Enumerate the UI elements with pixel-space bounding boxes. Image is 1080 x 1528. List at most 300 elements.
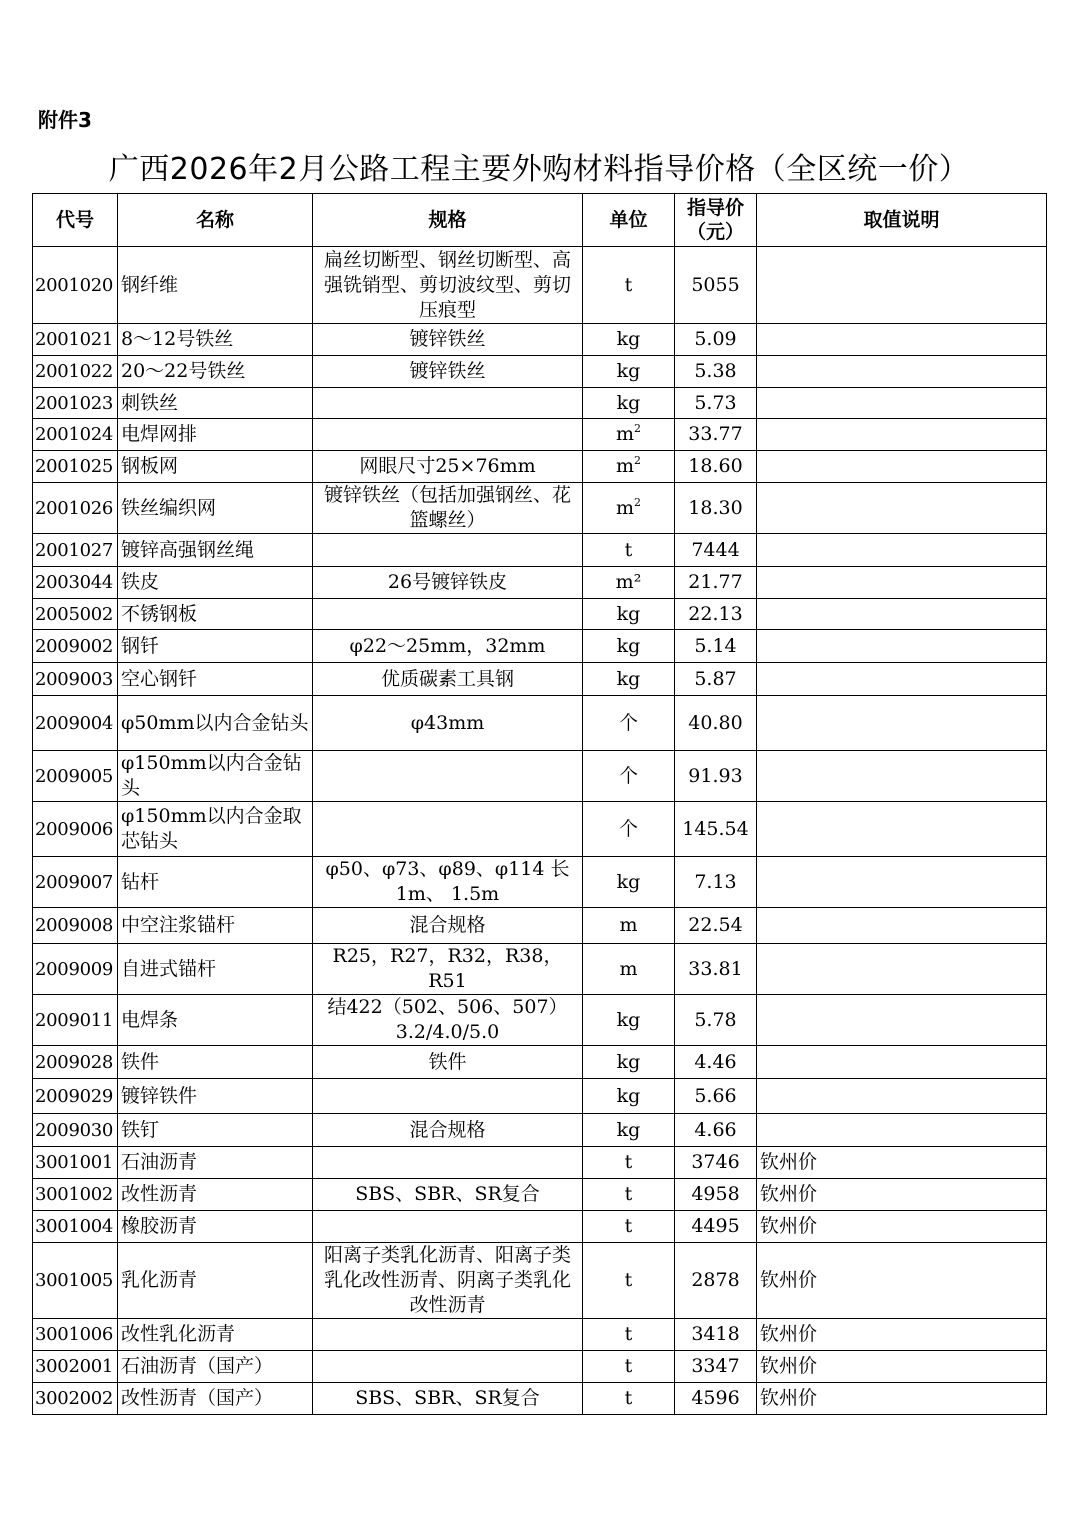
unit-text: kg (616, 1118, 641, 1141)
table-row (33, 696, 1047, 751)
note-text: 钦州价 (760, 1387, 818, 1409)
cell-code (33, 388, 118, 419)
header-unit: 单位 (583, 194, 675, 247)
cell-note (757, 419, 1047, 451)
cell-code (33, 324, 118, 356)
cell-name (118, 1319, 313, 1351)
code-text: 2009005 (35, 765, 114, 787)
price-text: 5.14 (694, 634, 737, 657)
cell-name (118, 567, 313, 599)
price-text: 21.77 (688, 571, 743, 593)
cell-note (757, 751, 1047, 802)
price-text: 5.38 (694, 360, 737, 382)
unit-text: t (624, 273, 633, 296)
unit-text: kg (616, 1008, 641, 1031)
cell-code (33, 534, 118, 567)
table-row (33, 944, 1047, 995)
cell-price (675, 802, 757, 857)
cell-price (675, 663, 757, 696)
note-text: 钦州价 (760, 1151, 818, 1173)
cell-spec (313, 1351, 583, 1383)
price-text: 5055 (691, 273, 740, 296)
cell-price (675, 1211, 757, 1243)
name-text: φ50mm以内合金钻头 (121, 711, 309, 734)
price-text: 18.60 (688, 455, 743, 477)
code-text: 3002002 (35, 1388, 114, 1409)
name-text: 镀锌高强钢丝绳 (121, 538, 255, 561)
cell-note (757, 1211, 1047, 1243)
cell-code (33, 419, 118, 451)
price-text: 22.13 (688, 602, 743, 625)
table-row (33, 663, 1047, 696)
code-text: 2009008 (35, 915, 114, 936)
cell-spec (313, 1079, 583, 1114)
cell-spec (313, 1319, 583, 1351)
unit-text: t (624, 1151, 633, 1173)
unit-text: kg (616, 360, 641, 382)
table-row (33, 1079, 1047, 1114)
price-text: 5.78 (694, 1008, 737, 1031)
table-row (33, 451, 1047, 483)
unit-text: t (624, 1215, 633, 1237)
table-row (33, 567, 1047, 599)
cell-spec (313, 419, 583, 451)
cell-unit (583, 696, 675, 751)
cell-unit (583, 1046, 675, 1079)
cell-note (757, 247, 1047, 324)
cell-unit (583, 995, 675, 1046)
cell-name (118, 1046, 313, 1079)
code-text: 3001002 (35, 1184, 114, 1205)
name-text: 铁钉 (121, 1118, 160, 1141)
spec-text: 扁丝切断型、钢丝切断型、高强铣销型、剪切波纹型、剪切压痕型 (323, 248, 571, 321)
code-text: 2001025 (35, 456, 114, 477)
cell-note (757, 908, 1047, 944)
unit-text: 个 (618, 711, 638, 734)
spec-text: φ50、φ73、φ89、φ114 长1m、 1.5m (325, 858, 570, 905)
header-price-line1: 指导价 (686, 197, 744, 219)
code-text: 2001020 (35, 274, 114, 296)
name-text: 自进式锚杆 (121, 957, 217, 980)
cell-note (757, 696, 1047, 751)
cell-price (675, 451, 757, 483)
note-text: 钦州价 (760, 1355, 818, 1377)
spec-text: 阳离子类乳化沥青、阳离子类乳化改性沥青、阴离子类乳化改性沥青 (323, 1244, 571, 1316)
unit-text: t (624, 1269, 633, 1291)
cell-unit (583, 356, 675, 388)
name-text: 橡胶沥青 (121, 1215, 198, 1237)
cell-price (675, 599, 757, 630)
price-text: 4958 (691, 1183, 740, 1205)
table-row (33, 534, 1047, 567)
cell-price (675, 995, 757, 1046)
unit-text: kg (616, 667, 641, 690)
cell-unit (583, 1079, 675, 1114)
cell-code (33, 995, 118, 1046)
cell-spec (313, 1046, 583, 1079)
price-text: 5.09 (694, 328, 737, 350)
unit-text: t (624, 1355, 633, 1377)
code-text: 2009011 (35, 1009, 114, 1031)
spec-text: 26号镀锌铁皮 (387, 571, 508, 593)
name-text: 钢纤维 (121, 273, 179, 296)
cell-spec (313, 1179, 583, 1211)
cell-note (757, 1319, 1047, 1351)
cell-code (33, 599, 118, 630)
table-row (33, 630, 1047, 663)
cell-code (33, 1351, 118, 1383)
table-row (33, 1114, 1047, 1147)
unit-superscript: 2 (634, 422, 642, 435)
cell-price (675, 630, 757, 663)
unit-text: kg (616, 870, 641, 893)
cell-unit (583, 1211, 675, 1243)
cell-price (675, 356, 757, 388)
cell-unit (583, 1243, 675, 1319)
unit-text: kg (616, 1084, 641, 1107)
code-text: 2005002 (35, 603, 114, 625)
cell-unit (583, 1114, 675, 1147)
name-text: 8～12号铁丝 (121, 328, 234, 350)
spec-text: SBS、SBR、SR复合 (355, 1387, 540, 1409)
note-text: 钦州价 (760, 1323, 818, 1345)
name-text: 石油沥青 (121, 1151, 198, 1173)
cell-note (757, 1079, 1047, 1114)
unit-text: kg (616, 634, 641, 657)
code-text: 2009029 (35, 1085, 114, 1107)
cell-spec (313, 751, 583, 802)
name-text: 20～22号铁丝 (121, 360, 246, 382)
table-row (33, 751, 1047, 802)
cell-spec (313, 995, 583, 1046)
cell-spec (313, 1211, 583, 1243)
unit-text: m (615, 423, 635, 445)
cell-name (118, 1383, 313, 1415)
cell-unit (583, 751, 675, 802)
name-text: 电焊网排 (121, 423, 198, 445)
spec-text: 镀锌铁丝 (409, 328, 486, 350)
table-row (33, 1383, 1047, 1415)
cell-name (118, 1179, 313, 1211)
cell-code (33, 802, 118, 857)
cell-note (757, 1046, 1047, 1079)
code-text: 2009028 (35, 1051, 114, 1073)
price-text: 3347 (691, 1355, 740, 1377)
cell-price (675, 1079, 757, 1114)
name-text: 电焊条 (121, 1008, 179, 1031)
cell-unit (583, 567, 675, 599)
cell-price (675, 1114, 757, 1147)
cell-code (33, 696, 118, 751)
code-text: 2009007 (35, 871, 114, 893)
cell-note (757, 630, 1047, 663)
cell-code (33, 1114, 118, 1147)
cell-name (118, 663, 313, 696)
header-name: 名称 (118, 194, 313, 247)
note-text: 钦州价 (760, 1183, 818, 1205)
name-text: φ150mm以内合金取芯钻头 (121, 805, 302, 852)
cell-spec (313, 247, 583, 324)
price-text: 4.66 (694, 1118, 737, 1141)
cell-name (118, 356, 313, 388)
cell-name (118, 324, 313, 356)
cell-unit (583, 388, 675, 419)
cell-price (675, 419, 757, 451)
cell-name (118, 534, 313, 567)
cell-spec (313, 534, 583, 567)
cell-name (118, 908, 313, 944)
cell-price (675, 534, 757, 567)
cell-name (118, 1147, 313, 1179)
table-row (33, 356, 1047, 388)
unit-text: t (624, 1387, 633, 1409)
cell-unit (583, 908, 675, 944)
cell-name (118, 599, 313, 630)
code-text: 3001004 (35, 1216, 114, 1237)
name-text: 钻杆 (121, 870, 160, 893)
cell-code (33, 451, 118, 483)
spec-text: 镀锌铁丝 (409, 360, 486, 382)
code-text: 2001027 (35, 539, 114, 561)
cell-code (33, 663, 118, 696)
unit-text: m (615, 496, 635, 519)
cell-note (757, 663, 1047, 696)
cell-spec (313, 630, 583, 663)
cell-spec (313, 1243, 583, 1319)
name-text: 不锈钢板 (121, 602, 198, 625)
cell-price (675, 908, 757, 944)
cell-name (118, 1079, 313, 1114)
header-spec: 规格 (313, 194, 583, 247)
table-row (33, 1211, 1047, 1243)
header-code: 代号 (33, 194, 118, 247)
cell-name (118, 944, 313, 995)
cell-code (33, 1179, 118, 1211)
cell-unit (583, 324, 675, 356)
unit-text: 个 (618, 764, 638, 787)
price-text: 33.77 (688, 423, 743, 445)
price-text: 33.81 (688, 957, 743, 980)
cell-code (33, 857, 118, 908)
cell-note (757, 388, 1047, 419)
cell-name (118, 419, 313, 451)
cell-code (33, 483, 118, 534)
unit-text: m² (615, 571, 642, 593)
spec-text: SBS、SBR、SR复合 (355, 1183, 540, 1205)
cell-note (757, 1351, 1047, 1383)
table-row (33, 247, 1047, 324)
cell-note (757, 483, 1047, 534)
code-text: 2001023 (35, 392, 114, 414)
cell-price (675, 857, 757, 908)
code-text: 3001006 (35, 1324, 114, 1345)
code-text: 3001005 (35, 1270, 114, 1291)
spec-text: φ22～25mm，32mm (349, 634, 546, 657)
header-note: 取值说明 (757, 194, 1047, 247)
cell-spec (313, 388, 583, 419)
cell-code (33, 1046, 118, 1079)
name-text: 铁丝编织网 (121, 496, 217, 519)
name-text: 改性沥青（国产） (121, 1387, 274, 1409)
table-row (33, 1147, 1047, 1179)
unit-text: m (619, 957, 638, 980)
cell-code (33, 1079, 118, 1114)
table-row (33, 1046, 1047, 1079)
cell-unit (583, 1383, 675, 1415)
spec-text: 优质碳素工具钢 (380, 667, 514, 690)
code-text: 2009002 (35, 635, 114, 657)
cell-name (118, 630, 313, 663)
cell-code (33, 751, 118, 802)
cell-note (757, 534, 1047, 567)
cell-unit (583, 857, 675, 908)
cell-unit (583, 1179, 675, 1211)
code-text: 2001021 (35, 329, 114, 350)
cell-spec (313, 567, 583, 599)
cell-unit (583, 599, 675, 630)
cell-price (675, 388, 757, 419)
table-row (33, 388, 1047, 419)
table-row (33, 1351, 1047, 1383)
cell-price (675, 567, 757, 599)
cell-name (118, 1351, 313, 1383)
cell-note (757, 1114, 1047, 1147)
cell-price (675, 1243, 757, 1319)
unit-text: 个 (618, 817, 638, 840)
price-text: 4.46 (694, 1050, 737, 1073)
price-text: 3746 (691, 1151, 740, 1173)
attachment-label: 附件3 (38, 108, 92, 132)
cell-unit (583, 451, 675, 483)
table-body (33, 247, 1047, 1415)
price-text: 4495 (691, 1215, 740, 1237)
header-price (675, 194, 757, 247)
price-text: 40.80 (688, 711, 743, 734)
unit-text: kg (616, 391, 641, 414)
name-text: 改性乳化沥青 (121, 1323, 236, 1345)
unit-text: t (624, 538, 633, 561)
cell-spec (313, 451, 583, 483)
page-title: 广西2026年2月公路工程主要外购材料指导价格（全区统一价） (108, 152, 970, 187)
table-row (33, 419, 1047, 451)
code-text: 3001001 (35, 1152, 114, 1173)
cell-note (757, 567, 1047, 599)
cell-price (675, 1319, 757, 1351)
cell-note (757, 857, 1047, 908)
cell-name (118, 1243, 313, 1319)
spec-text: R25，R27，R32，R38，R51 (332, 945, 563, 992)
cell-note (757, 802, 1047, 857)
cell-spec (313, 599, 583, 630)
name-text: 镀锌铁件 (121, 1084, 198, 1107)
cell-code (33, 1211, 118, 1243)
price-text: 3418 (691, 1323, 740, 1345)
name-text: 钢钎 (121, 634, 160, 657)
cell-price (675, 1046, 757, 1079)
cell-name (118, 995, 313, 1046)
table-row (33, 483, 1047, 534)
unit-text: kg (616, 602, 641, 625)
cell-price (675, 1383, 757, 1415)
unit-superscript: 2 (634, 454, 642, 467)
cell-unit (583, 1147, 675, 1179)
table-row (33, 324, 1047, 356)
unit-text: m (619, 914, 638, 936)
spec-text: 混合规格 (409, 1118, 486, 1141)
code-text: 2009009 (35, 958, 114, 980)
unit-superscript: 2 (634, 495, 642, 509)
cell-unit (583, 944, 675, 995)
code-text: 2009006 (35, 818, 114, 840)
table-row (33, 857, 1047, 908)
cell-unit (583, 534, 675, 567)
code-text: 2009030 (35, 1119, 114, 1141)
name-text: 中空注浆锚杆 (121, 914, 236, 936)
cell-price (675, 1147, 757, 1179)
cell-note (757, 995, 1047, 1046)
unit-text: t (624, 1323, 633, 1345)
cell-note (757, 451, 1047, 483)
price-table (32, 193, 1047, 1415)
table-row (33, 1179, 1047, 1211)
cell-name (118, 1114, 313, 1147)
unit-text: kg (616, 328, 641, 350)
cell-note (757, 1383, 1047, 1415)
cell-code (33, 1319, 118, 1351)
name-text: 铁皮 (121, 571, 160, 593)
cell-spec (313, 857, 583, 908)
cell-unit (583, 483, 675, 534)
cell-note (757, 599, 1047, 630)
table-row (33, 599, 1047, 630)
table-row (33, 995, 1047, 1046)
price-text: 91.93 (688, 764, 743, 787)
unit-text: m (615, 455, 635, 477)
spec-text: 结422（502、506、507）3.2/4.0/5.0 (327, 996, 568, 1043)
cell-name (118, 751, 313, 802)
table-row (33, 908, 1047, 944)
table-row (33, 802, 1047, 857)
cell-price (675, 944, 757, 995)
name-text: 空心钢钎 (121, 667, 198, 690)
cell-unit (583, 630, 675, 663)
cell-name (118, 857, 313, 908)
cell-unit (583, 419, 675, 451)
code-text: 2001022 (35, 361, 114, 382)
cell-note (757, 1243, 1047, 1319)
cell-code (33, 247, 118, 324)
code-text: 2009004 (35, 712, 114, 734)
cell-price (675, 1351, 757, 1383)
cell-price (675, 483, 757, 534)
cell-unit (583, 247, 675, 324)
name-text: 刺铁丝 (121, 391, 179, 414)
cell-spec (313, 908, 583, 944)
spec-text: 镀锌铁丝（包括加强钢丝、花篮螺丝） (323, 484, 571, 531)
code-text: 2003044 (35, 572, 114, 593)
unit-text: t (624, 1183, 633, 1205)
cell-spec (313, 324, 583, 356)
cell-price (675, 751, 757, 802)
cell-price (675, 696, 757, 751)
price-text: 22.54 (688, 914, 743, 936)
cell-note (757, 944, 1047, 995)
cell-name (118, 388, 313, 419)
price-text: 145.54 (682, 817, 749, 840)
cell-name (118, 1211, 313, 1243)
table-row (33, 1319, 1047, 1351)
code-text: 3002001 (35, 1356, 114, 1377)
